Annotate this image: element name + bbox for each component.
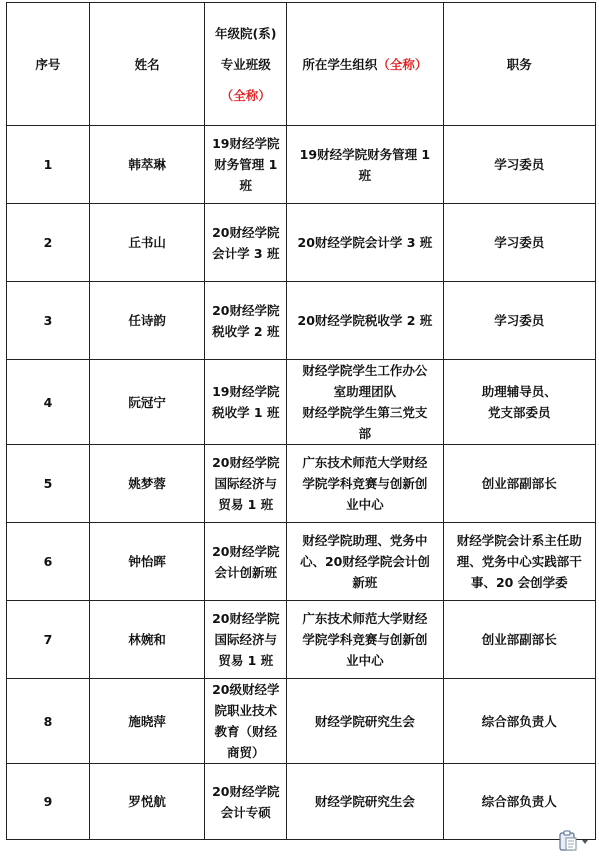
cell-org-line: 20财经学院税收学 2 班 [297, 313, 433, 328]
cell-class-line: 20财经学院 [212, 783, 280, 799]
cell-position-line: 助理辅导员、 [481, 384, 557, 399]
cell-class-line: 国际经济与 [214, 632, 278, 647]
cell-position [443, 126, 595, 204]
header-org-prefix: 所在学生组织 [302, 56, 378, 72]
cell-org-line: 财经学院学生工作办公 [302, 363, 428, 378]
cell-org [287, 282, 443, 360]
cell-org-line: 广东技术师范大学财经 [302, 455, 428, 470]
cell-class-line: 20财经学院 [212, 611, 280, 626]
cell-class-line: 会计创新班 [214, 564, 278, 580]
cell-seq: 9 [7, 764, 90, 840]
cell-class [205, 601, 287, 679]
cell-class-line: 20级财经学 [212, 682, 280, 697]
header-org [287, 3, 443, 126]
cell-org-line: 心、20财经学院会计创 [299, 554, 430, 569]
cell-seq: 2 [7, 204, 90, 282]
cell-org [287, 360, 443, 445]
cell-name: 阮冠宁 [89, 360, 205, 445]
cell-class-line: 会计专硕 [220, 804, 271, 820]
cell-org-line: 部 [358, 426, 372, 441]
cell-class-line: 班 [239, 178, 253, 193]
cell-org [287, 126, 443, 204]
cell-position-line: 创业部副部长 [481, 632, 557, 647]
cell-class [205, 282, 287, 360]
header-class-line3: （全称） [220, 87, 271, 103]
cell-org-line: 业中心 [346, 497, 384, 512]
cell-seq: 4 [7, 360, 90, 445]
cell-seq: 1 [7, 126, 90, 204]
header-class [205, 3, 287, 126]
cell-class-line: 财务管理 1 [214, 157, 278, 172]
header-name: 姓名 [89, 3, 205, 126]
cell-position-line: 党支部委员 [488, 405, 551, 420]
cell-class-line: 20财经学院 [212, 455, 280, 470]
table-row [7, 764, 596, 840]
cell-position [443, 764, 595, 840]
header-class-line1: 年级院(系) [215, 25, 277, 41]
header-position: 职务 [443, 3, 595, 126]
cell-position-line: 事、20 会创学委 [470, 575, 568, 590]
cell-class [205, 126, 287, 204]
cell-seq: 5 [7, 445, 90, 523]
cell-class [205, 360, 287, 445]
cell-name: 林婉和 [89, 601, 205, 679]
cell-name: 姚梦蓉 [89, 445, 205, 523]
cell-name: 任诗韵 [89, 282, 205, 360]
cell-position-line: 学习委员 [494, 235, 545, 250]
cell-org [287, 523, 443, 601]
cell-org-line: 广东技术师范大学财经 [302, 611, 428, 626]
table-row [7, 360, 596, 445]
cell-position [443, 601, 595, 679]
cell-org-line: 财经学院研究生会 [314, 713, 415, 729]
header-org-suffix: （全称） [377, 56, 428, 72]
cell-class-line: 19财经学院 [212, 136, 280, 151]
cell-class-line: 税收学 1 班 [212, 405, 280, 420]
cell-org [287, 601, 443, 679]
roster-table-body [7, 3, 596, 840]
table-row [7, 126, 596, 204]
table-row [7, 282, 596, 360]
cell-position-line: 学习委员 [494, 157, 545, 172]
cell-org [287, 445, 443, 523]
cell-class-line: 会计学 3 班 [212, 245, 280, 261]
header-row [7, 3, 596, 126]
cell-class [205, 445, 287, 523]
cell-org-line: 室助理团队 [333, 384, 397, 399]
cell-org-line: 财经学院助理、党务中 [302, 533, 428, 548]
cell-seq: 8 [7, 679, 90, 764]
cell-org-line: 业中心 [346, 653, 384, 668]
roster-table [6, 2, 596, 840]
cell-org-line: 财经学院学生第三党支 [302, 405, 428, 420]
cell-class-line: 国际经济与 [214, 476, 278, 491]
cell-org [287, 204, 443, 282]
cell-org-line: 学院学科竞赛与创新创 [302, 632, 428, 647]
cell-org [287, 679, 443, 764]
cell-class-line: 20财经学院 [212, 224, 280, 240]
table-row [7, 204, 596, 282]
cell-position [443, 445, 595, 523]
cell-position [443, 282, 595, 360]
cell-position [443, 360, 595, 445]
cell-position-line: 综合部负责人 [481, 794, 557, 809]
cell-class-line: 贸易 1 班 [218, 653, 274, 668]
clipboard-paste-options-icon[interactable] [559, 830, 591, 852]
cell-org-line: 新班 [352, 575, 378, 590]
cell-seq: 6 [7, 523, 90, 601]
cell-position-line: 财经学院会计系主任助 [456, 533, 582, 548]
cell-name: 施晓萍 [89, 679, 205, 764]
cell-class [205, 204, 287, 282]
cell-name: 钟怡晖 [89, 523, 205, 601]
cell-org-line: 19财经学院财务管理 1 [299, 146, 431, 162]
cell-position [443, 523, 595, 601]
cell-name: 韩萃琳 [89, 126, 205, 204]
cell-org-line: 班 [358, 167, 372, 183]
table-row [7, 523, 596, 601]
cell-class-line: 商贸） [227, 745, 265, 760]
cell-org-line: 学院学科竞赛与创新创 [302, 476, 428, 491]
cell-class [205, 523, 287, 601]
header-class-line2: 专业班级 [220, 56, 271, 72]
cell-seq: 3 [7, 282, 90, 360]
cell-class [205, 679, 287, 764]
cell-position [443, 679, 595, 764]
cell-position-line: 学习委员 [494, 313, 545, 328]
cell-class-line: 贸易 1 班 [218, 497, 274, 512]
cell-class [205, 764, 287, 840]
cell-class-line: 税收学 2 班 [212, 323, 280, 339]
cell-class-line: 20财经学院 [212, 302, 280, 318]
cell-position-line: 理、党务中心实践部干 [456, 554, 582, 569]
cell-org-line: 20财经学院会计学 3 班 [297, 235, 433, 250]
cell-org [287, 764, 443, 840]
cell-position-line: 综合部负责人 [481, 713, 557, 729]
cell-name: 丘书山 [89, 204, 205, 282]
cell-seq: 7 [7, 601, 90, 679]
cell-class-line: 院职业技术 [214, 703, 278, 718]
header-seq: 序号 [7, 3, 90, 126]
table-row [7, 601, 596, 679]
cell-class-line: 20财经学院 [212, 543, 280, 559]
cell-position [443, 204, 595, 282]
cell-position-line: 创业部副部长 [481, 476, 557, 491]
cell-class-line: 教育（财经 [214, 724, 278, 739]
cell-org-line: 财经学院研究生会 [314, 794, 415, 809]
cell-class-line: 19财经学院 [212, 384, 280, 399]
table-row [7, 445, 596, 523]
cell-name: 罗悦航 [89, 764, 205, 840]
table-row [7, 679, 596, 764]
